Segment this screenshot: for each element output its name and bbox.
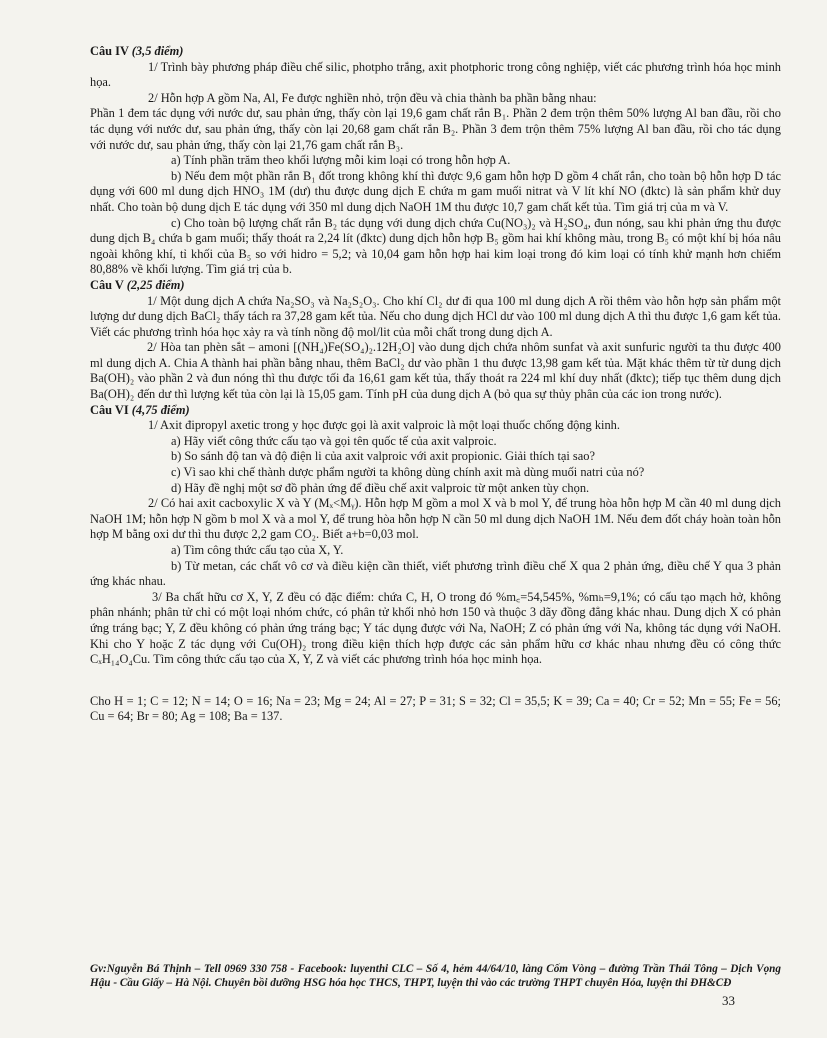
spacer (90, 668, 781, 694)
page-number: 33 (722, 993, 735, 1008)
sub-item: b) Từ metan, các chất vô cơ và điều kiện cần thiết, viết phương trình điều chế X qua 2 phản ứng, điều chế Y qua 3 phản ứng khác nhau. (90, 558, 781, 589)
sub-item: a) Hãy viết công thức cấu tạo và gọi tên quốc tế của axit valproic. (171, 433, 497, 448)
paragraph: 1/ Axit đipropyl axetic trong y học được gọi là axit valproic là một loại thuốc chống động kinh. (148, 418, 620, 433)
sub-item: a) Tính phần trăm theo khối lượng mỗi kim loại có trong hỗn hợp A. (171, 153, 511, 168)
paragraph: 1/ Trình bày phương pháp điều chế silic, photpho trắng, axit photphoric trong công nghiệp, viết các phương trình hóa học minh họa. (90, 59, 781, 90)
paragraph: 1/ Một dung dịch A chứa Na₂SO₃ và Na₂S₂O₃. Cho khí Cl₂ dư đi qua 100 ml dung dịch A rồi thêm vào hỗn hợp sản phẩm một lượng dư dung dịch BaCl₂ thấy tách ra 37,28 gam kết tủa. Nếu cho dung dịch HCl dư vào 100 ml dung dịch A thì thu được 1,6 gam kết tủa. Viết các phương trình hóa học xảy ra và tính nồng độ mol/lit của mỗi chất trong dung dịch A. (90, 293, 781, 339)
paragraph: 3/ Ba chất hữu cơ X, Y, Z đều có đặc điểm: chứa C, H, O trong đó %m꜀=54,545%, %mₕ=9,1%; có cấu tạo mạch hở, không phân nhánh; phân tử chỉ có một loại nhóm chức, có phân tử khối nhỏ hơn 150 và thuộc 3 dãy đồng đẳng khác nhau. Dung dịch X có phản ứng tráng bạc; Y, Z đều không có phản ứng tráng bạc; Y tác dụng được với Na, NaOH; Z có phản ứng với Na, không tác dụng với NaOH. Khi cho Y hoặc Z tác dụng với Cu(OH)₂ trong điều kiện thích hợp được các sản phẩm hữu cơ khác nhau nhưng đều có công thức CₓH₁₄O₄Cu. Tìm công thức cấu tạo của X, Y, Z và viết các phương trình hóa học minh họa. (90, 589, 781, 667)
paragraph: 2/ Hỗn hợp A gồm Na, Al, Fe được nghiền nhỏ, trộn đều và chia thành ba phần bằng nhau: (148, 90, 597, 105)
sub-item: d) Hãy đề nghị một sơ đồ phản ứng để điều chế axit valproic từ một anken tùy chọn. (171, 480, 590, 495)
atomic-masses: Cho H = 1; C = 12; N = 14; O = 16; Na = 23; Mg = 24; Al = 27; P = 31; S = 32; Cl = 35,5; K = 39; Ca = 40; Cr = 52; Mn = 55; Fe = 56; Cu = 64; Br = 80; Ag = 108; Ba = 137. (90, 693, 781, 724)
sub-item: b) Nếu đem một phần rắn B₁ đốt trong không khí thì được 9,6 gam hỗn hợp D gồm 4 chất rắn, cho toàn bộ hỗn hợp D tác dụng với 600 ml dung dịch HNO₃ 1M (dư) thu được dung dịch E chứa m gam muối nitrat và V lít khí NO (đktc) là sản phẩm khử duy nhất. Cho toàn bộ dung dịch E tác dụng với 350 ml dung dịch NaOH 1M thu được 10,7 gam chất kết tủa. Tìm giá trị của m và V. (90, 168, 781, 214)
sub-item: c) Vì sao khi chế thành dược phẩm người ta không dùng chính axit mà dùng muối natri của nó? (171, 465, 645, 480)
paragraph: 2/ Có hai axit cacboxylic X và Y (Mₓ<Mᵧ). Hỗn hợp M gồm a mol X và b mol Y, để trung hòa hỗn hợp M cần 40 ml dung dịch NaOH 1M; hỗn hợp N gồm b mol X và a mol Y, để trung hòa hỗn hợp N cần 50 ml dung dịch NaOH 1M. Nếu đem đốt cháy hoàn toàn hỗn hợp M bằng oxi dư thì thu được 2,2 gam CO₂. Biết a+b=0,03 mol. (90, 496, 781, 542)
question-heading: Câu VI (4,75 điểm) (90, 402, 190, 417)
sub-item: b) So sánh độ tan và độ điện li của axit valproic với axit propionic. Giải thích tại sao? (171, 449, 595, 464)
document-body (90, 44, 781, 725)
question-heading: Câu IV (3,5 điểm) (90, 44, 184, 58)
question-heading: Câu V (2,25 điểm) (90, 277, 185, 292)
footer-credit: Gv:Nguyễn Bá Thịnh – Tell 0969 330 758 - Facebook: luyenthi CLC – Số 4, hẻm 44/64/10, làng Cốm Vòng – đường Trần Thái Tông – Dịch Vọng Hậu - Cầu Giấy – Hà Nội. Chuyên bồi dưỡng HSG hóa học THCS, THPT, luyện thi vào các trường THPT chuyên Hóa, luyện thi ĐH&CĐ (90, 963, 781, 989)
paragraph: 2/ Hòa tan phèn sắt – amoni [(NH₄)Fe(SO₄)₂.12H₂O] vào dung dịch chứa nhôm sunfat và axit sunfuric người ta thu được 400 ml dung dịch A. Chia A thành hai phần bằng nhau, thêm BaCl₂ dư vào phần 1 thu được 13,98 gam kết tủa. Mặt khác thêm từ từ dung dịch Ba(OH)₂ vào phần 2 và đun nóng thì thu được tối đa 16,61 gam kết tủa, thấy thoát ra 224 ml khí duy nhất (đktc); tiếp tục thêm dung dịch Ba(OH)₂ đến dư thì lượng kết tủa còn lại là 15,05 gam. Tính pH của dung dịch A (bỏ qua sự thủy phân của các ion trong nước). (90, 340, 781, 402)
sub-item: a) Tìm công thức cấu tạo của X, Y. (171, 543, 344, 557)
paragraph: Phần 1 đem tác dụng với nước dư, sau phản ứng, thấy còn lại 19,6 gam chất rắn B₁. Phần 2 đem trộn thêm 50% lượng Al ban đầu, rồi cho tác dụng với nước dư, sau phản ứng, thấy còn lại 20,68 gam chất rắn B₂. Phần 3 đem trộn thêm 75% lượng Al ban đầu, rồi cho tác dụng với nước dư, sau phản ứng, thấy còn lại 21,76 gam chất rắn B₃. (90, 106, 781, 152)
sub-item: c) Cho toàn bộ lượng chất rắn B₂ tác dụng với dung dịch chứa Cu(NO₃)₂ và H₂SO₄, đun nóng, sau khi phản ứng thu được dung dịch B₄ chứa b gam muối; thấy thoát ra 2,24 lít (đktc) dung dịch hỗn hợp B₅ gồm hai khí không màu, trong B₅ có một khí bị hóa nâu ngoài không khí, tỉ khối của B₅ so với hidro = 5,2; và 10,04 gam hỗn hợp hai kim loại trong đó kim loại có tính khử mạnh hơn chiếm 80,88% về khối lượng. Tìm giá trị của b. (90, 215, 781, 277)
